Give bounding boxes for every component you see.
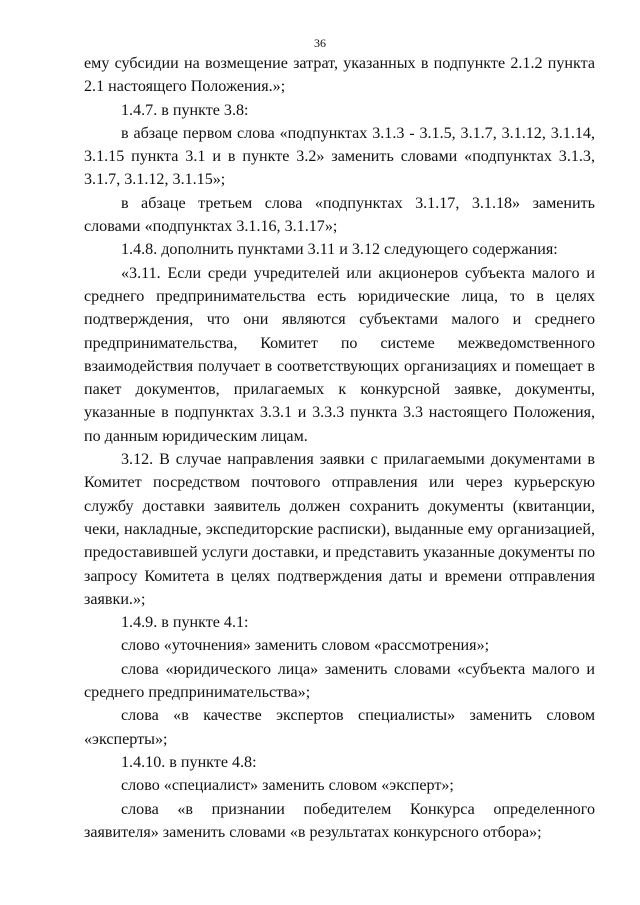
page-number: 36 xyxy=(314,36,326,50)
paragraph-eksperty: слова «в качестве экспертов специалисты» заменить словом «эксперты»; xyxy=(84,707,595,748)
paragraph-clause-3-12: 3.12. В случае направления заявки с прилагаемыми документами в Комитет посредством почтового отправления или через курьерскую службу доставки заявитель должен сохранить документы (квитанции, чеки, накладные, экспедиторские расписки), выданные ему организацией, предоставившей услуги доставки, и представить указанные документы по запросу Комитета в целях подтверждения даты и времени отправления заявки.»; xyxy=(84,451,595,608)
paragraph-first-abzac: в абзаце первом слова «подпунктах 3.1.3 - 3.1.5, 3.1.7, 3.1.12, 3.1.14, 3.1.15 пункта 3.1 и в пункте 3.2» заменить словами «подпунктах 3.1.3, 3.1.7, 3.1.12, 3.1.15»; xyxy=(84,124,595,189)
paragraph-item-1-4-8: 1.4.8. дополнить пунктами 3.11 и 3.12 следующего содержания: xyxy=(121,241,558,259)
paragraph-spetsialist: слово «специалист» заменить словом «эксперт»; xyxy=(121,777,454,795)
paragraph-item-1-4-10: 1.4.10. в пункте 4.8: xyxy=(121,753,257,771)
paragraph-third-abzac: в абзаце третьем слова «подпунктах 3.1.17, 3.1.18» заменить словами «подпунктах 3.1.16, 3.1.17»; xyxy=(84,194,595,236)
paragraph-item-1-4-7: 1.4.7. в пункте 3.8: xyxy=(121,101,249,119)
paragraph-yuridicheskogo-litsa: слова «юридического лица» заменить словами «субъекта малого и среднего предпринимательства»; xyxy=(84,660,595,702)
paragraph-item-1-4-9: 1.4.9. в пункте 4.1: xyxy=(121,614,249,632)
paragraph-continuation: ему субсидии на возмещение затрат, указанных в подпункте 2.1.2 пункта 2.1 настоящего Положения.»; xyxy=(84,55,595,96)
document-body xyxy=(84,52,595,844)
paragraph-utochneniya: слово «уточнения» заменить словом «рассмотрения»; xyxy=(121,637,490,655)
paragraph-clause-3-11: «3.11. Если среди учредителей или акционеров субъекта малого и среднего предпринимательства есть юридические лица, то в целях подтверждения, что они являются субъектами малого и среднего предпринимательства, Комитет по системе межведомственного взаимодействия получает в соответствующих организациях и помещает в пакет документов, прилагаемых к конкурсной заявке, документы, указанные в подпунктах 3.3.1 и 3.3.3 пункта 3.3 настоящего Положения, по данным юридическим лицам. xyxy=(84,264,595,445)
paragraph-pobeditelem: слова «в признании победителем Конкурса определенного заявителя» заменить словами «в результатах конкурсного отбора»; xyxy=(84,800,595,841)
